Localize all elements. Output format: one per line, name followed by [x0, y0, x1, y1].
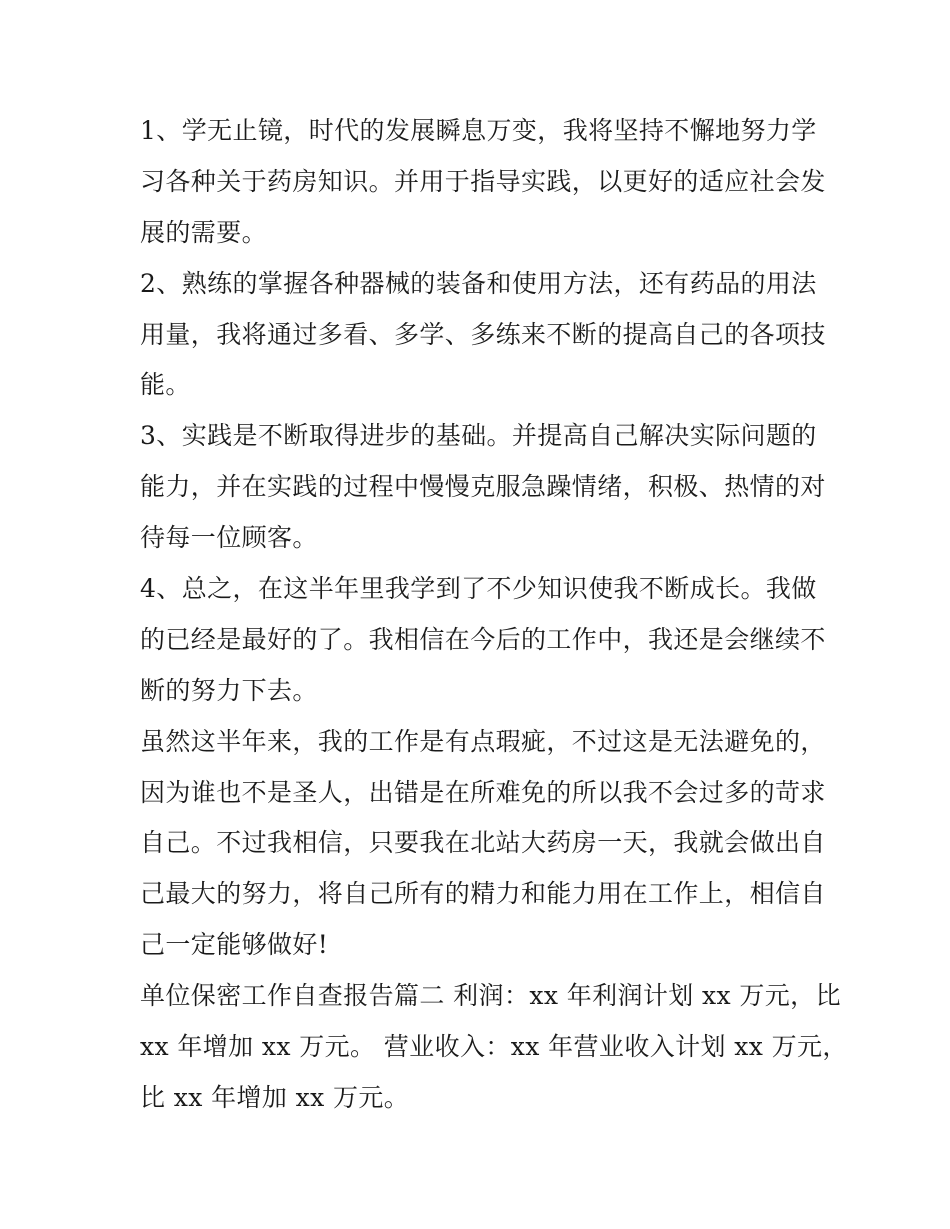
- text-line: 2、熟练的掌握各种器械的装备和使用方法，还有药品的用法: [140, 268, 817, 298]
- text-line: 用量，我将通过多看、多学、多练来不断的提高自己的各项技: [140, 319, 826, 349]
- text-line: 习各种关于药房知识。并用于指导实践，以更好的适应社会发: [140, 166, 826, 196]
- text-line: 4、总之，在这半年里我学到了不少知识使我不断成长。我做: [140, 574, 817, 604]
- text-line: 因为谁也不是圣人，出错是在所难免的所以我不会过多的苛求: [140, 777, 826, 807]
- text-line: 能。: [140, 370, 191, 400]
- text-line: 的已经是最好的了。我相信在今后的工作中，我还是会继续不: [140, 624, 826, 654]
- text-line: 展的需要。: [140, 217, 268, 247]
- document-body: [140, 106, 848, 1124]
- text-line: 自己。不过我相信，只要我在北站大药房一天，我就会做出自: [140, 828, 826, 858]
- text-line: 虽然这半年来，我的工作是有点瑕疵，不过这是无法避免的，: [140, 726, 826, 756]
- text-line: xx 年增加 xx 万元。 营业收入：xx 年营业收入计划 xx 万元，: [140, 1032, 848, 1062]
- text-line: 待每一位顾客。: [140, 523, 318, 553]
- text-line: 己最大的努力，将自己所有的精力和能力用在工作上，相信自: [140, 879, 826, 909]
- text-line: 1、学无止镜，时代的发展瞬息万变，我将坚持不懈地努力学: [140, 116, 817, 145]
- text-line: 3、实践是不断取得进步的基础。并提高自己解决实际问题的: [140, 421, 817, 451]
- text-line: 己一定能够做好!: [140, 930, 329, 960]
- text-line: 比 xx 年增加 xx 万元。: [140, 1082, 410, 1112]
- text-line: 能力，并在实践的过程中慢慢克服急躁情绪，积极、热情的对: [140, 472, 826, 502]
- text-line: 断的努力下去。: [140, 675, 318, 705]
- text-line: 单位保密工作自查报告篇二 利润：xx 年利润计划 xx 万元，比: [140, 981, 841, 1011]
